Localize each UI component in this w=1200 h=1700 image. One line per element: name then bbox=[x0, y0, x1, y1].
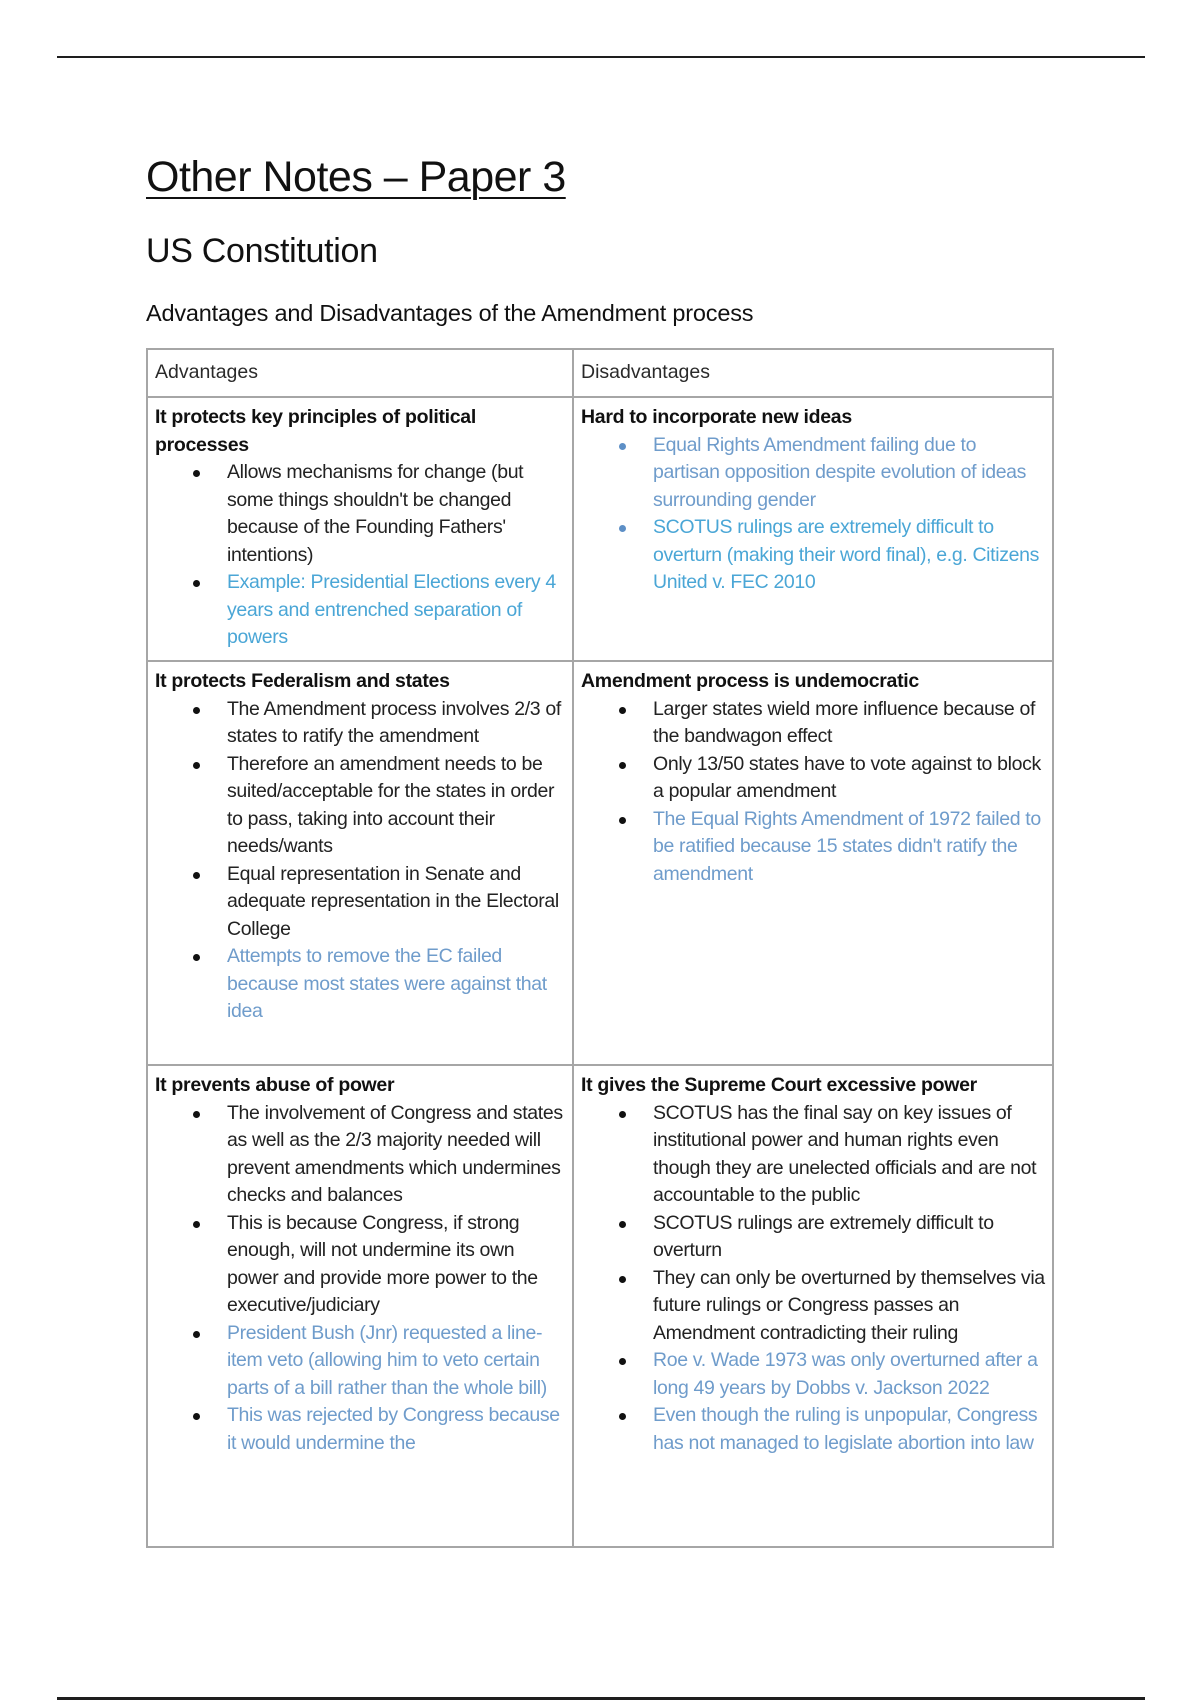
section-heading: US Constitution bbox=[146, 232, 378, 270]
list-item: The involvement of Congress and states as well as the 2/3 majority needed will prevent amendments which undermines checks and balances bbox=[227, 1100, 565, 1210]
amendment-comparison-table bbox=[146, 348, 1054, 1548]
bullet-list bbox=[581, 696, 1045, 889]
bullet-icon bbox=[193, 954, 200, 961]
bullet-list bbox=[155, 1100, 565, 1458]
table-row bbox=[148, 398, 1052, 662]
list-item-example: Attempts to remove the EC failed because most states were against that idea bbox=[227, 943, 565, 1026]
list-item: Equal representation in Senate and adequate representation in the Electoral College bbox=[227, 861, 565, 944]
bullet-icon bbox=[619, 443, 626, 450]
cell-heading: It gives the Supreme Court excessive power bbox=[581, 1074, 977, 1096]
bullet-icon bbox=[193, 580, 200, 587]
bullet-icon bbox=[619, 817, 626, 824]
bullet-list bbox=[155, 696, 565, 1026]
bullet-icon bbox=[619, 1276, 626, 1283]
cell-heading: Hard to incorporate new ideas bbox=[581, 406, 852, 428]
bullet-icon bbox=[193, 1331, 200, 1338]
bullet-icon bbox=[619, 1221, 626, 1228]
bullet-icon bbox=[193, 470, 200, 477]
subsection-heading: Advantages and Disadvantages of the Amendment process bbox=[146, 300, 754, 326]
bullet-icon bbox=[193, 1111, 200, 1118]
list-item: This is because Congress, if strong enough, will not undermine its own power and provide more power to the executive/judiciary bbox=[227, 1210, 565, 1320]
bullet-icon bbox=[619, 1358, 626, 1365]
page-title: Other Notes – Paper 3 bbox=[146, 153, 566, 201]
disadvantage-cell bbox=[574, 662, 1052, 1064]
list-item-example: Example: Presidential Elections every 4 years and entrenched separation of powers bbox=[227, 569, 565, 652]
table-row bbox=[148, 1066, 1052, 1548]
list-item: Larger states wield more influence because of the bandwagon effect bbox=[653, 696, 1045, 751]
list-item-example: This was rejected by Congress because it would undermine the bbox=[227, 1402, 565, 1457]
header-rule bbox=[57, 56, 1145, 58]
advantage-cell bbox=[148, 662, 574, 1064]
list-item: They can only be overturned by themselves via future rulings or Congress passes an Amendment contradicting their ruling bbox=[653, 1265, 1045, 1348]
bullet-list bbox=[581, 432, 1045, 597]
list-item: Therefore an amendment needs to be suited/acceptable for the states in order to pass, taking into account their needs/wants bbox=[227, 751, 565, 861]
advantage-cell bbox=[148, 398, 574, 660]
bullet-icon bbox=[619, 762, 626, 769]
cell-heading: It prevents abuse of power bbox=[155, 1074, 395, 1096]
list-item-example: The Equal Rights Amendment of 1972 failed to be ratified because 15 states didn't ratify the amendment bbox=[653, 806, 1045, 889]
cell-heading: It protects Federalism and states bbox=[155, 670, 450, 692]
cell-heading: Amendment process is undemocratic bbox=[581, 670, 919, 692]
list-item: SCOTUS has the final say on key issues of institutional power and human rights even though they are unelected officials and are not accountable to the public bbox=[653, 1100, 1045, 1210]
bullet-icon bbox=[619, 707, 626, 714]
list-item-example: Even though the ruling is unpopular, Congress has not managed to legislate abortion into law bbox=[653, 1402, 1045, 1457]
bullet-list bbox=[581, 1100, 1045, 1458]
column-header: Disadvantages bbox=[581, 361, 710, 383]
list-item: SCOTUS rulings are extremely difficult to overturn bbox=[653, 1210, 1045, 1265]
bullet-icon bbox=[193, 1221, 200, 1228]
bullet-icon bbox=[193, 762, 200, 769]
list-item: The Amendment process involves 2/3 of states to ratify the amendment bbox=[227, 696, 565, 751]
bullet-list bbox=[155, 459, 565, 652]
list-item: Only 13/50 states have to vote against to block a popular amendment bbox=[653, 751, 1045, 806]
advantage-cell bbox=[148, 1066, 574, 1548]
bullet-icon bbox=[193, 872, 200, 879]
cell-heading: It protects key principles of political processes bbox=[155, 406, 476, 456]
list-item: Allows mechanisms for change (but some things shouldn't be changed because of the Founding Fathers' intentions) bbox=[227, 459, 565, 569]
header-cell-advantages bbox=[148, 350, 574, 396]
disadvantage-cell bbox=[574, 1066, 1052, 1548]
bullet-icon bbox=[193, 707, 200, 714]
list-item-example: SCOTUS rulings are extremely difficult to overturn (making their word final), e.g. Citizens United v. FEC 2010 bbox=[653, 514, 1045, 597]
column-header: Advantages bbox=[155, 361, 258, 383]
table-row bbox=[148, 662, 1052, 1066]
bullet-icon bbox=[619, 1111, 626, 1118]
table-header-row bbox=[148, 350, 1052, 398]
disadvantage-cell bbox=[574, 398, 1052, 660]
header-cell-disadvantages bbox=[574, 350, 1052, 396]
list-item-example: Equal Rights Amendment failing due to partisan opposition despite evolution of ideas surrounding gender bbox=[653, 432, 1045, 515]
bullet-icon bbox=[619, 1413, 626, 1420]
bullet-icon bbox=[619, 525, 626, 532]
list-item-example: Roe v. Wade 1973 was only overturned after a long 49 years by Dobbs v. Jackson 2022 bbox=[653, 1347, 1045, 1402]
bullet-icon bbox=[193, 1413, 200, 1420]
list-item-example: President Bush (Jnr) requested a line-item veto (allowing him to veto certain parts of a bill rather than the whole bill) bbox=[227, 1320, 565, 1403]
